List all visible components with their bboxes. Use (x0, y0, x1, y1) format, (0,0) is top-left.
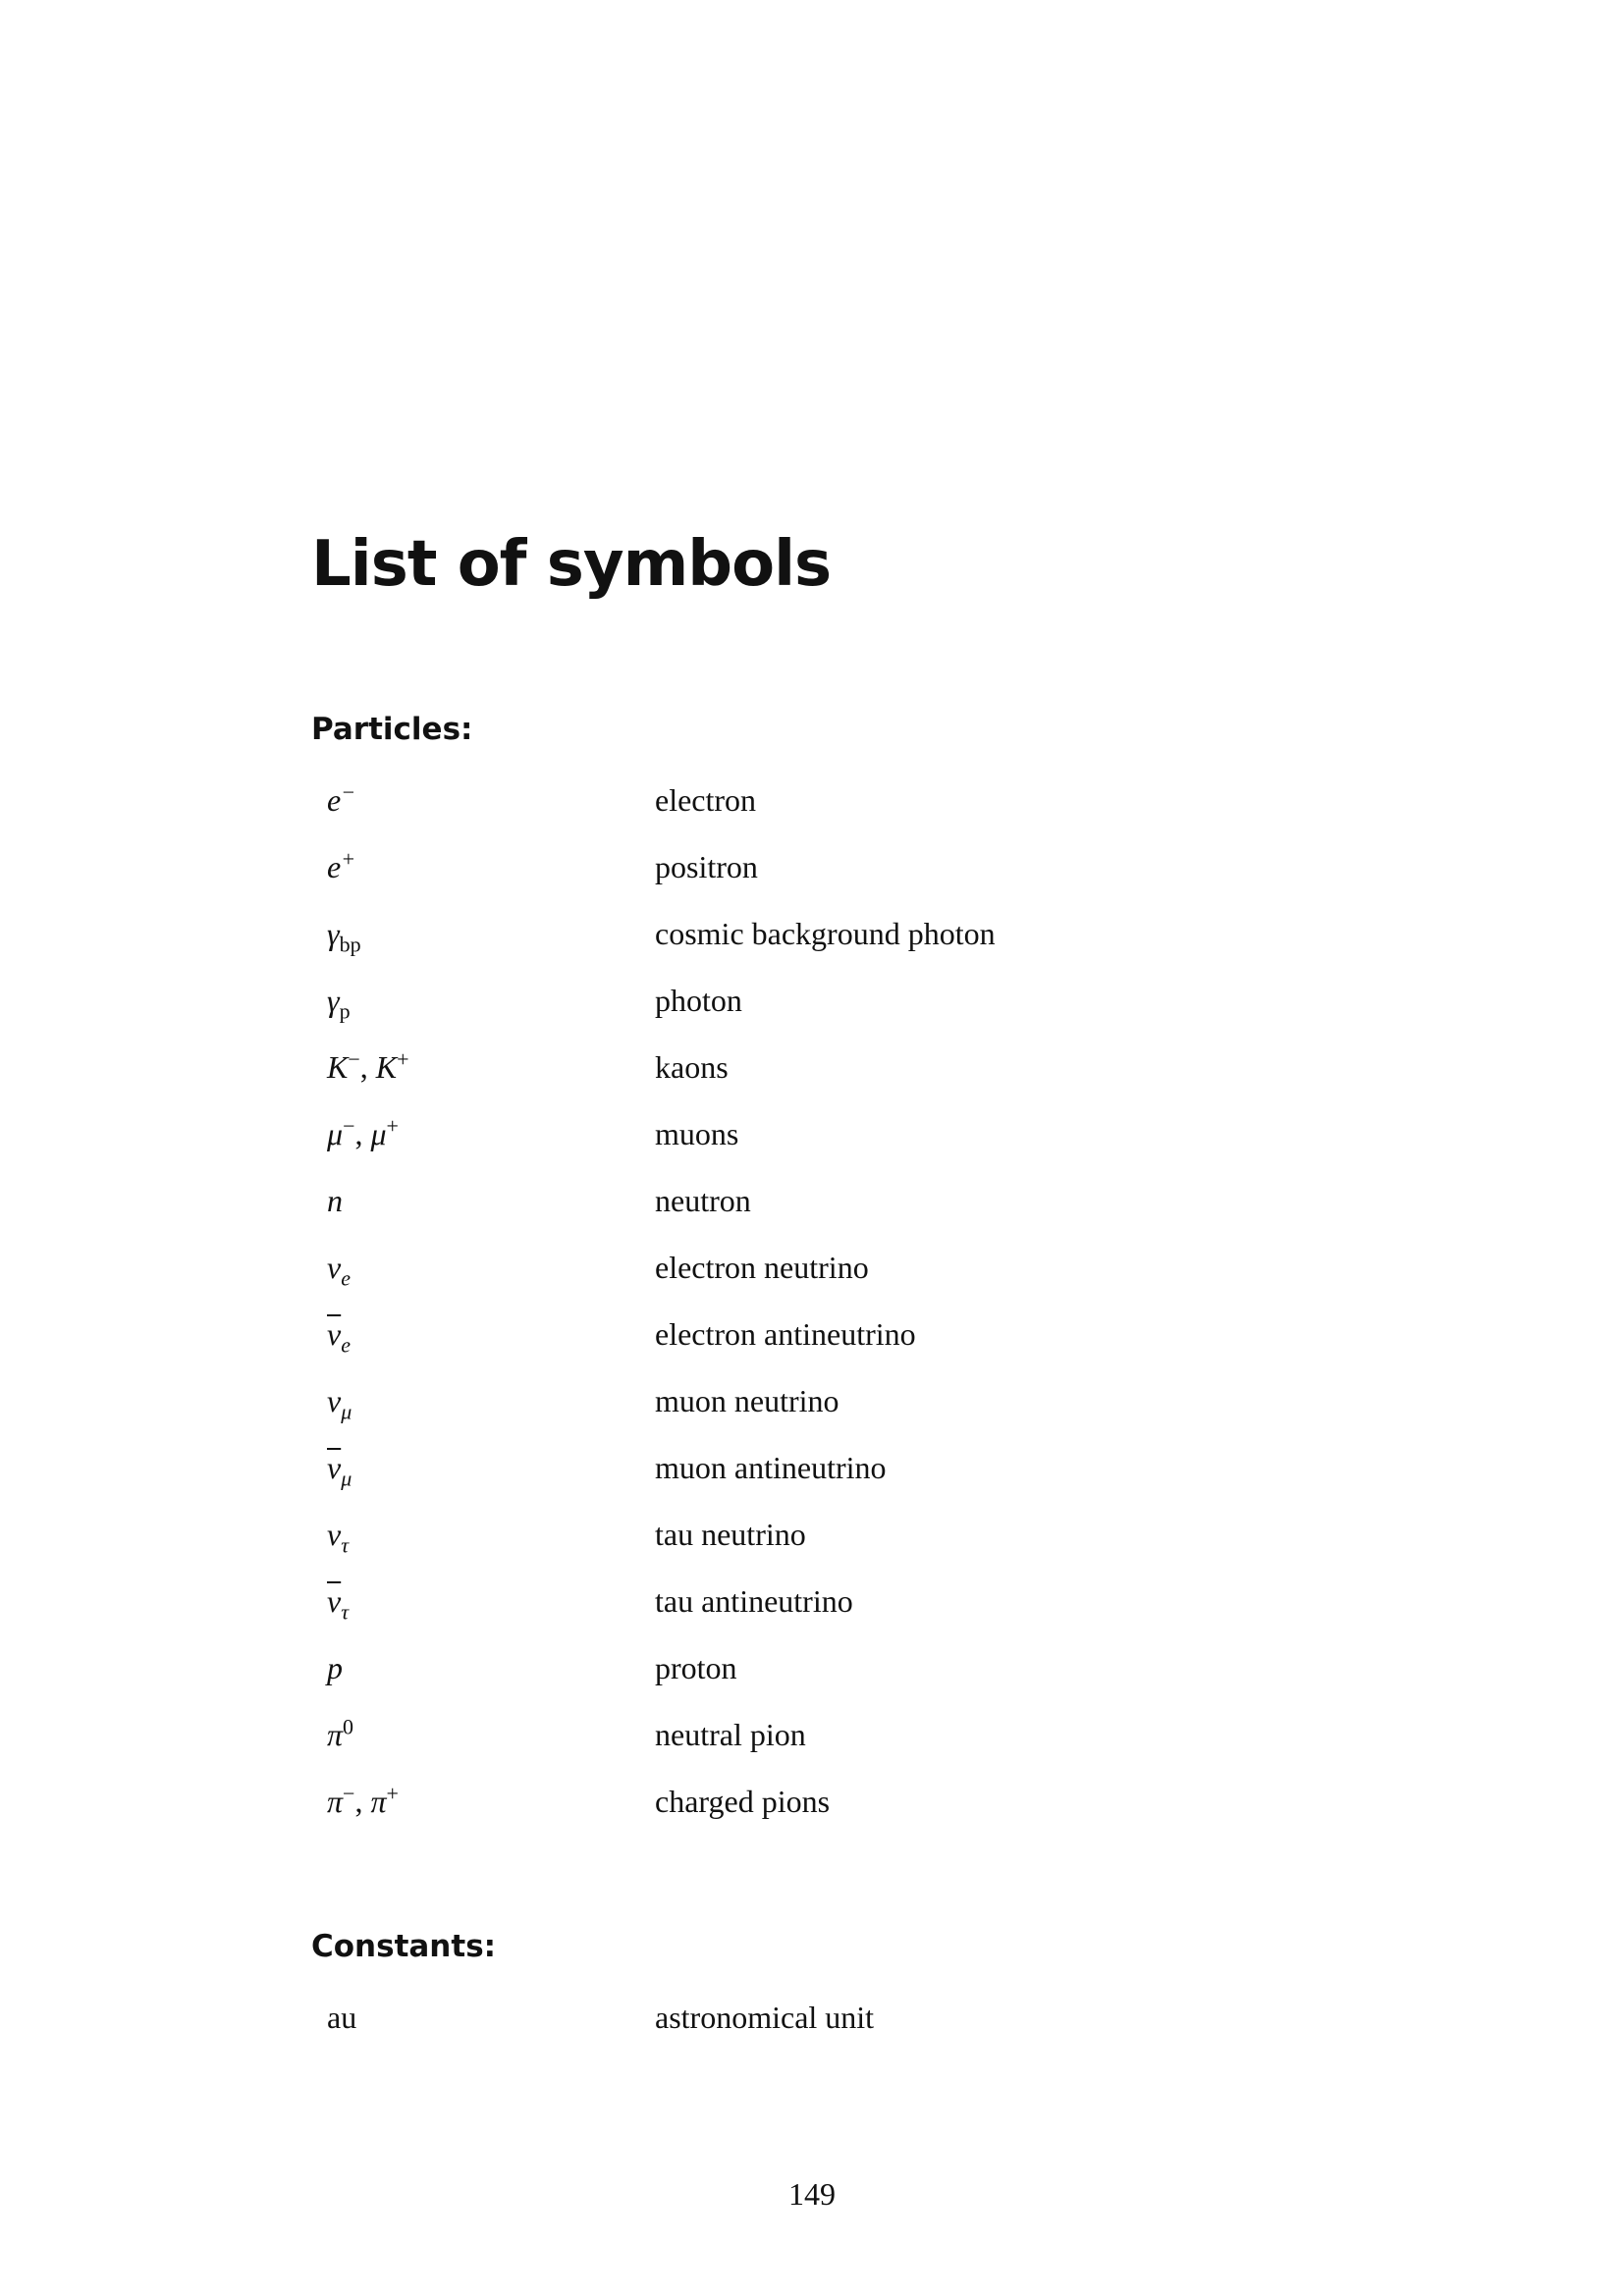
symbol: $\nu_e$ (327, 1250, 351, 1291)
symbol: π−, π+ (327, 1781, 399, 1819)
symbol: p (327, 1650, 343, 1685)
symbol-row-electron-antineutrino (0, 1305, 1624, 1371)
symbol-row-charged-pions (0, 1772, 1624, 1839)
symbol: $\nu_\tau$ (327, 1517, 350, 1558)
symbol-row-muon-antineutrino (0, 1438, 1624, 1505)
symbol: e+ (327, 846, 356, 884)
symbol-description: proton (655, 1650, 737, 1685)
symbol-description: positron (655, 849, 758, 884)
symbol-row-astronomical-unit (0, 1988, 1624, 2055)
section-heading-constants: Constants: (311, 1929, 497, 1964)
symbol: $\overline{\nu}_e$ (327, 1316, 351, 1358)
symbol: $\pi^0$ (327, 1714, 354, 1752)
symbol-row-proton (0, 1638, 1624, 1705)
symbol: $\overline{\nu}_\tau$ (327, 1583, 350, 1625)
constants-list (0, 1988, 1624, 2055)
symbol-row-tau-neutrino (0, 1505, 1624, 1572)
symbol: n (327, 1183, 343, 1218)
symbol-description: astronomical unit (655, 2000, 875, 2035)
symbol-description: electron neutrino (655, 1250, 869, 1285)
symbol-row-photon (0, 971, 1624, 1038)
symbol: $\gamma_p$ (327, 983, 351, 1024)
section-heading-particles: Particles: (311, 712, 473, 747)
symbol-description: muon neutrino (655, 1383, 839, 1418)
symbol-description: kaons (655, 1049, 729, 1085)
symbol-description: neutral pion (655, 1717, 806, 1752)
symbol-row-tau-antineutrino (0, 1572, 1624, 1638)
symbol-row-cosmic-background-photon (0, 904, 1624, 971)
symbol-description: muon antineutrino (655, 1450, 887, 1485)
symbol: e− (327, 779, 356, 818)
symbol: $\overline{\nu}_\mu$ (327, 1450, 352, 1491)
symbol-row-neutral-pion (0, 1705, 1624, 1772)
symbol-description: electron antineutrino (655, 1316, 916, 1352)
symbol: $\nu_\mu$ (327, 1383, 352, 1424)
symbol: $\gamma_{bp}$ (327, 916, 361, 957)
symbol-description: tau neutrino (655, 1517, 806, 1552)
symbol-description: muons (655, 1116, 739, 1151)
symbol-row-muons (0, 1104, 1624, 1171)
symbol-description: photon (655, 983, 742, 1018)
symbol: μ−, μ+ (327, 1113, 399, 1151)
symbol-row-positron (0, 837, 1624, 904)
symbol-description: tau antineutrino (655, 1583, 853, 1619)
symbol-row-muon-neutrino (0, 1371, 1624, 1438)
symbol-description: cosmic background photon (655, 916, 996, 951)
symbol-description: neutron (655, 1183, 751, 1218)
symbol: K−, K+ (327, 1046, 409, 1085)
symbol-description: charged pions (655, 1784, 831, 1819)
symbol-row-electron (0, 771, 1624, 837)
symbol-row-electron-neutrino (0, 1238, 1624, 1305)
symbol-row-kaons (0, 1038, 1624, 1104)
symbol-description: electron (655, 782, 757, 818)
symbol: au (327, 2000, 357, 2035)
page-number: 149 (788, 2176, 836, 2212)
particles-list (0, 771, 1624, 1839)
page-title: List of symbols (311, 528, 832, 601)
symbol-row-neutron (0, 1171, 1624, 1238)
